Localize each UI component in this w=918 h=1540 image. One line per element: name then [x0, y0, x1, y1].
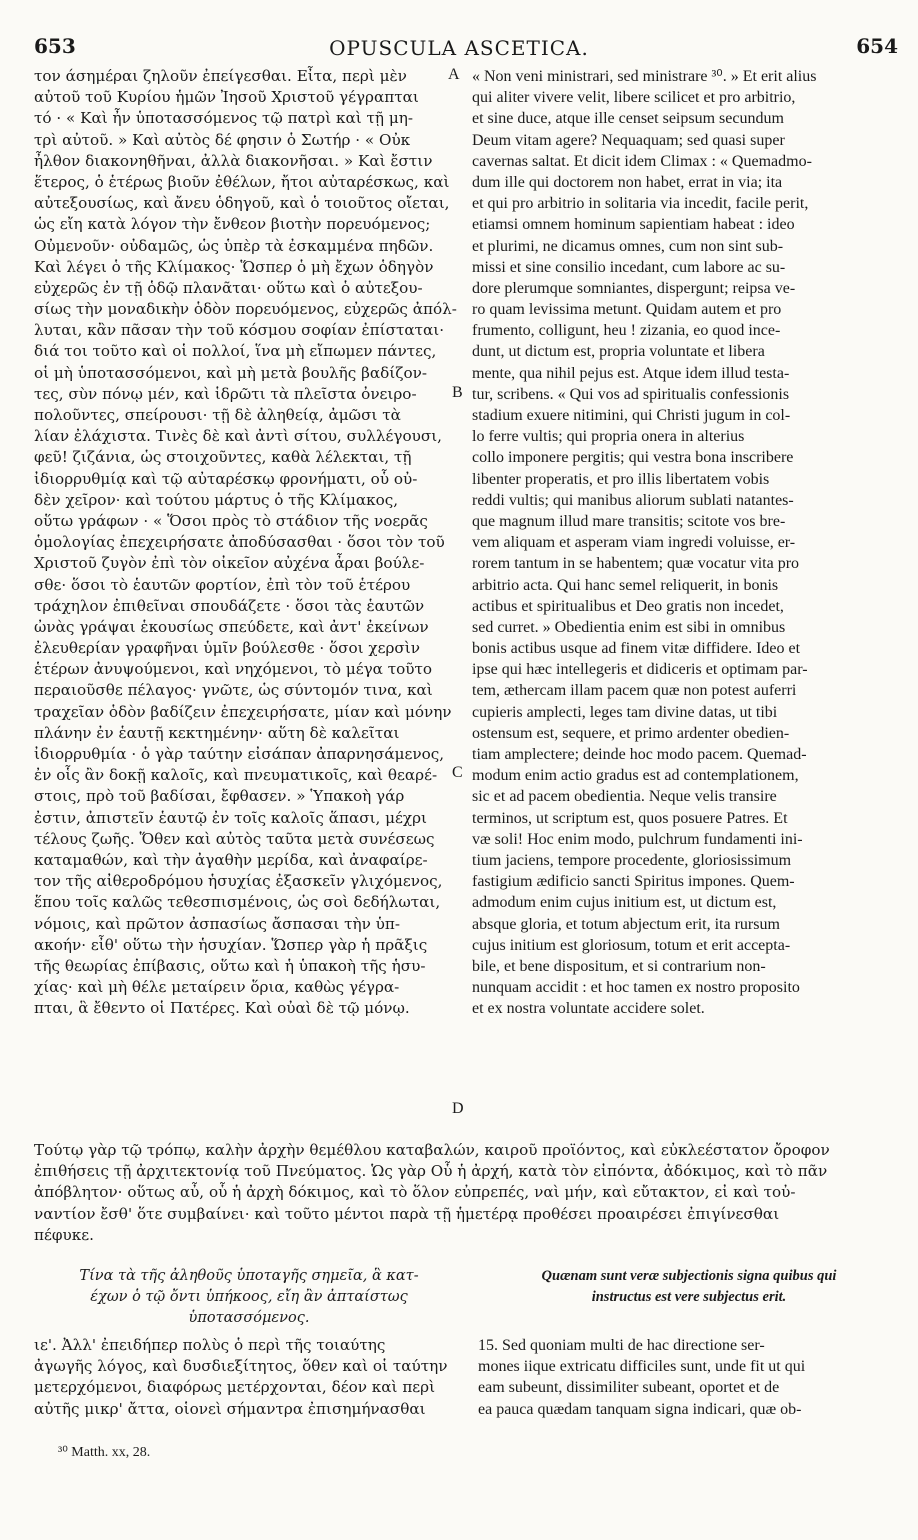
latin-text-line: tur, scribens. « Qui vos ad spiritualis confessionis	[472, 385, 790, 403]
latin-text-line: actibus et spiritualibus et Deo gratis non incedet,	[472, 597, 784, 615]
full-width-text-line: πέφυκε.	[34, 1225, 94, 1244]
greek-text-line: ἦλθον διακονηθῆναι, ἀλλὰ διακονῆσαι. » Καὶ ἔστιν	[34, 151, 433, 170]
latin-text-line: et plurimi, ne dicamus omnes, cum non sint sub-	[472, 237, 784, 255]
greek-text-line: ἑτέρων ἀνυψούμενοι, καὶ νηχόμενοι, τὸ μέγα τοῦτο	[34, 660, 433, 679]
greek-text-line: αὐτεξουσίως, καὶ ἄνευ ὁδηγοῦ, καὶ ὁ τοιοῦτος οἴεται,	[34, 194, 450, 213]
greek-text-line: εὐχερῶς ἐν τῇ ὁδῷ πλανᾶται· οὕτω καὶ ὁ αὐτεξου-	[34, 278, 423, 297]
page-number-right: 654	[856, 34, 898, 58]
greek-text-line: καταμαθών, καὶ τὴν ἀγαθὴν μερίδα, καὶ ἀναφαίρε-	[34, 850, 428, 869]
greek-text-line: τῆς θεωρίας ἐπίβασις, οὕτω καὶ ἡ ὑπακοὴ τῆς ἡσυ-	[34, 956, 426, 975]
greek-text-line: πλάνην ἐν ἑαυτῇ κεκτημένην· αὕτη δὲ καλεῖται	[34, 723, 400, 742]
greek-text-line: διά τοι τοῦτο καὶ οἱ πολλοί, ἵνα μὴ εἴπωμεν πάντες,	[34, 342, 437, 361]
greek-body-line: μετερχόμενοι, διαφόρως μετέρχονται, δέον καὶ περὶ	[34, 1378, 436, 1397]
greek-body-line: αὐτῆς μικρ' ἄττα, οἱονεὶ σήμαντρα ἐπισημήνασθαι	[34, 1399, 426, 1418]
latin-heading-line: Quænam sunt veræ subjectionis signa quibus qui	[541, 1268, 837, 1284]
greek-text-line: τράχηλον ἐπιθεῖναι σπουδάζετε · ὅσοι τὰς ἑαυτῶν	[34, 596, 425, 615]
greek-text-line: οὕτω γράφων · « Ὅσοι πρὸς τὸ στάδιον τῆς νοερᾶς	[34, 511, 428, 530]
latin-text-line: rorem tantum in se habentem; quæ vocatur vita pro	[472, 555, 800, 573]
greek-text-line: ὁμολογίας ἐπεχειρήσατε ἀποδύσασθαι · ὅσοι τὸν τοῦ	[34, 533, 445, 552]
greek-text-line: χίας· καὶ μὴ θέλε μεταίρειν ὅρια, καθὼς γέγρα-	[34, 978, 400, 997]
greek-heading-line: έχων ὁ τῷ ὄντι ὑπήκοος, εἴη ἂν ἀπταίστως	[90, 1289, 408, 1306]
latin-body-line: ea pauca quædam tanquam signa indicari, quæ ob-	[478, 1400, 802, 1418]
latin-text-line: vem aliquam et asperam viam ingredi voluisse, er-	[472, 534, 796, 552]
latin-text-line: et ex nostra voluntate accidere solet.	[472, 1000, 705, 1018]
greek-text-line: φεῦ! ζιζάνια, ὡς στοιχοῦντες, καθὰ λέλεκται, τῇ	[34, 448, 412, 467]
latin-text-line: ipse qui hæc intellegeris et didiceris et optimam par-	[472, 661, 808, 679]
greek-text-line: πολοῦντες, σπείρουσι· τῇ δὲ ἀληθείᾳ, ἀμῶσι τὰ	[34, 406, 401, 424]
latin-text-line: missi et sine consilio incedant, cum labore ac su-	[472, 258, 786, 276]
latin-text-line: « Non veni ministrari, sed ministrare ³⁰. » Et erit alius	[472, 68, 817, 85]
greek-text-line: πται, ἃ ἔθεντο οἱ Πατέρες. Καὶ οὐαὶ δὲ τῷ μόνῳ.	[34, 999, 410, 1018]
greek-text-line: ὡς εἴη κατὰ λόγον τὴν ἔνθεον βιοτὴν πορευόμενος;	[34, 215, 431, 234]
latin-section-body	[478, 1335, 900, 1420]
greek-text-line: ἐστιν, ἀπιστεῖν ἑαυτῷ ἐν τοῖς καλοῖς ἅπασι, μέχρι	[34, 808, 428, 827]
latin-text-line: cupieris amplecti, leges tam divine datas, ut tibi	[472, 703, 778, 721]
latin-text-line: cujus initium est gloriosum, totum et erit accepta-	[472, 936, 791, 954]
greek-text-line: ὠνὰς γράψαι ἑκουσίως σπεύδετε, καὶ ἀντ' ἐκείνων	[34, 617, 429, 636]
greek-text-line: αὐτοῦ τοῦ Κυρίου ἡμῶν Ἰησοῦ Χριστοῦ γέγραπται	[34, 88, 419, 107]
footnote: ³⁰ Matth. xx, 28.	[58, 1445, 151, 1460]
section-marker-d: D	[452, 1100, 464, 1117]
latin-text-line: sed curret. » Obedientia enim est sibi in omnibus	[472, 618, 786, 636]
full-width-text-line: ναντίον ἔσθ' ὅτε συμβαίνει· καὶ τοῦτο μέντοι παρὰ τῇ ἡμετέρᾳ προθέσει προαιρέσει ἐπιγίνεσθαι	[34, 1204, 780, 1223]
greek-text-line: Χριστοῦ ζυγὸν ἐπὶ τὸν οἰκεῖον αὐχένα ἆραι βούλε-	[34, 554, 425, 573]
latin-text-line: tiam amplectere; deinde hoc modo pacem. Quemad-	[472, 746, 807, 763]
latin-text-line: que magnum illud mare transitis; scitote vos bre-	[472, 512, 786, 530]
latin-text-line: admodum enim cujus initium est, ut dictum est,	[472, 894, 777, 912]
greek-text-line: τρὶ αὐτοῦ. » Καὶ αὐτὸς δέ φησιν ὁ Σωτήρ · « Οὐκ	[34, 130, 411, 149]
latin-text-line: bonis actibus usque ad finem vitæ diffidere. Ideo et	[472, 640, 801, 658]
latin-text-line: Deum vitam agere? Nequaquam; sed quasi super	[472, 131, 785, 149]
greek-text-line: τέλους ζωῆς. Ὅθεν καὶ αὐτὸς ταῦτα μετὰ συνέσεως	[34, 829, 435, 848]
full-width-text-line: ἀπόβλητον· οὕτως αὖ, οὗ ἡ ἀρχὴ δόκιμος, καὶ τὸ ὅλον εὐπρεπές, ναὶ μήν, καὶ εὔτακτον, εἰ καὶ τοὐ-	[34, 1183, 796, 1202]
section-marker-b: B	[452, 384, 463, 401]
latin-text-line: dum ille qui doctorem non habet, errat in via; ita	[472, 173, 783, 191]
greek-text-line: ἰδιορρυθμία · ὁ γὰρ ταύτην εἰσάπαν ἀπαρνησάμενος,	[34, 745, 445, 763]
latin-text-line: et sine duce, atque ille censet seipsum secundum	[472, 110, 784, 128]
latin-text-line: dunt, ut dictum est, propria voluntate et libera	[472, 343, 765, 361]
latin-heading-line: instructus est vere subjectus erit.	[591, 1289, 787, 1306]
latin-text-line: dore plerumque somniantes, dispergunt; reipsa ve-	[472, 279, 796, 297]
latin-text-line: modum enim actio gradus est ad contemplationem,	[472, 767, 799, 785]
latin-text-line: ostensum est, sequere, et primo ardenter obedien-	[472, 724, 790, 742]
latin-text-line: ro quam levissima metunt. Quidam autem et pro	[472, 301, 782, 319]
greek-text-line: τες, σὺν πόνῳ μέν, καὶ ἱδρῶτι τὰ πλεῖστα ὀνειρο-	[34, 384, 417, 403]
greek-text-line: ἕπου τοῖς καλῶς τεθεσπισμένοις, ὡς σοὶ δεδήλωται,	[34, 893, 441, 912]
greek-text-line: οἱ μὴ ὑποτασσόμενοι, καὶ μὴ μετὰ βουλῆς βαδίζον-	[34, 363, 427, 382]
latin-text-line: collo imponere pergitis; qui vestra bona inscribere	[472, 449, 794, 467]
latin-body-line: mones iique extricatu difficiles sunt, unde fit ut qui	[478, 1358, 806, 1376]
greek-text-line: δὲν χεῖρον· καὶ τούτου μάρτυς ὁ τῆς Κλίμακος,	[34, 490, 399, 509]
full-width-paragraph	[34, 1140, 900, 1246]
latin-body-line: 15. Sed quoniam multi de hac directione ser-	[478, 1337, 765, 1354]
greek-text-line: τον τῆς αἰθεροδρόμου ἡσυχίας ἐξασκεῖν γλιχόμενος,	[34, 872, 443, 891]
latin-text-line: absque gloria, et totum abjectum erit, ita rursum	[472, 915, 780, 933]
greek-column	[34, 66, 458, 1019]
latin-text-line: arbitrio acta. Qui hanc semel reliquerit, in bonis	[472, 576, 779, 594]
latin-text-line: reddi vultis; qui manibus aliorum sublati natantes-	[472, 491, 794, 509]
page-header	[0, 6, 918, 60]
full-width-text-line: Τούτῳ γὰρ τῷ τρόπῳ, καλὴν ἀρχὴν θεμέθλου καταβαλών, καιροῦ προϊόντος, καὶ εὐκλεέστατον ὄροφον	[34, 1141, 830, 1159]
greek-text-line: σθε· ὅσοι τὸ ἑαυτῶν φορτίον, ἐπὶ τὸν τοῦ ἑτέρου	[34, 575, 411, 594]
greek-text-line: ακοήν· εἶθ' οὕτω τὴν ἡσυχίαν. Ὥσπερ γὰρ ἡ πρᾶξις	[34, 935, 428, 954]
latin-text-line: mente, qua nihil pejus est. Atque idem illud testa-	[472, 364, 790, 382]
full-width-text-line: ἐπιθήσεις τῇ ἀρχιτεκτονίᾳ τοῦ Πνεύματος. Ὡς γὰρ Οὗ ἡ ἀρχή, κατὰ τὸν εἰπόντα, ἀδόκιμος, καὶ τὸ πᾶν	[34, 1162, 828, 1181]
latin-text-line: bile, et bene dispositum, et si contrarium non-	[472, 957, 766, 975]
latin-text-line: tem, æthercam illam pacem quæ non potest auferri	[472, 682, 797, 700]
greek-text-line: Καὶ λέγει ὁ τῆς Κλίμακος· Ὥσπερ ὁ μὴ ἔχων ὁδηγὸν	[34, 257, 434, 276]
greek-text-line: λυται, κἂν πᾶσαν τὴν τοῦ κόσμου σοφίαν ἐπίσταται·	[34, 321, 445, 340]
latin-text-line: sic et ad pacem obedientia. Neque velis transire	[472, 788, 777, 806]
latin-text-line: terminos, ut scriptum est, quos posuere Patres. Et	[472, 809, 788, 827]
latin-text-line: væ soli! Hoc enim modo, pulchrum fundamenti ini-	[472, 830, 803, 848]
section-marker-a: A	[448, 66, 460, 83]
greek-text-line: στοις, πρὸ τοῦ βαδίσαι, ἔφθασεν. » Ὑπακοὴ γάρ	[34, 787, 405, 806]
latin-text-line: stadium exuere nitimini, qui Christi jugum in col-	[472, 407, 791, 424]
greek-text-line: λίαν ἐλάχιστα. Τινὲς δὲ καὶ ἀντὶ σίτου, συλλέγουσι,	[34, 427, 442, 446]
latin-text-line: qui aliter vivere velit, libere scilicet et pro arbitrio,	[472, 89, 796, 107]
latin-text-line: et qui pro arbitrio in solitaria via incedit, facile perit,	[472, 195, 809, 213]
latin-text-line: frumento, colligunt, heu ! zizania, eo quod ince-	[472, 322, 781, 340]
greek-heading-line: Τίνα τὰ τῆς ἀληθοῦς ὑποταγῆς σημεῖα, ἃ κατ-	[79, 1268, 419, 1284]
greek-section-body	[34, 1335, 464, 1420]
greek-text-line: τό · « Καὶ ἦν ὑποτασσόμενος τῷ πατρὶ καὶ τῇ μη-	[34, 109, 413, 128]
greek-body-line: ἀγωγῆς λόγος, καὶ δυσδιεξίτητος, ὅθεν καὶ οἱ ταύτην	[34, 1357, 448, 1376]
running-title: OPUSCULA ASCETICA.	[329, 36, 589, 60]
greek-text-line: ἐν οἷς ἂν δοκῇ καλοῖς, καὶ πνευματικοῖς, καὶ θεαρέ-	[34, 766, 438, 785]
greek-text-line: περαιοῦσθε πέλαγος· γνῶτε, ὡς σύντομόν τινα, καὶ	[34, 681, 433, 700]
page-number-left: 653	[34, 34, 76, 58]
latin-text-line: etiamsi omnem hominum sapientiam habeat : ideo	[472, 216, 795, 234]
latin-text-line: nunquam accidit : et hoc tamen ex nostro proposito	[472, 979, 800, 997]
latin-text-line: tium jaciens, tempore procedente, gloriosissimum	[472, 851, 792, 869]
greek-body-line: ιε'. Ἀλλ' ἐπειδήπερ πολὺς ὁ περὶ τῆς τοιαύτης	[34, 1336, 386, 1354]
latin-body-line: eam subeunt, dissimiliter subeant, oportet et de	[478, 1379, 780, 1397]
latin-text-line: cavernas saltat. Et dicit idem Climax : « Quemadmo-	[472, 152, 812, 170]
latin-section-heading	[478, 1267, 900, 1309]
section-marker-c: C	[452, 764, 463, 781]
greek-text-line: τραχεῖαν ὁδὸν βαδίζειν ἐπεχειρήσατε, μίαν καὶ μόνην	[34, 702, 452, 721]
greek-text-line: σίως τὴν μοναδικὴν ὁδὸν πορευόμενος, εὐχερῶς ἀπόλ-	[34, 300, 457, 319]
latin-column	[472, 66, 900, 1019]
latin-text-line: fastigium ædificio sancti Spiritus impones. Quem-	[472, 873, 795, 891]
greek-text-line: Οὐμενοῦν· οὐδαμῶς, ὡς ὑπὲρ τὰ ἐσκαμμένα πηδῶν.	[34, 236, 434, 255]
greek-text-line: νόμοις, καὶ πρῶτον ἀσπασίως ἄσπασαι τὴν ὑπ-	[34, 914, 401, 933]
greek-section-heading	[34, 1267, 464, 1331]
latin-text-line: libenter properatis, et pro illis libertatem vobis	[472, 470, 770, 488]
latin-text-line: lo ferre vultis; qui propria onera in alterius	[472, 428, 745, 446]
greek-text-line: τον άσημέραι ζηλοῦν ἐπείγεσθαι. Εἶτα, περὶ μὲν	[34, 67, 407, 85]
greek-text-line: ἕτερος, ὁ ἑτέρως βιοῦν ἐθέλων, ἤτοι αὐταρέσκως, καὶ	[34, 172, 450, 191]
greek-text-line: ἰδιορρυθμίᾳ καὶ τῷ αὐταρέσκῳ φρονήματι, οὗ οὐ-	[34, 469, 418, 488]
greek-heading-line: ὑποτασσόμενος.	[188, 1310, 310, 1327]
greek-text-line: ἐλευθερίαν γραφῆναι ὑμῖν βούλεσθε · ὅσοι χερσὶν	[34, 639, 420, 658]
